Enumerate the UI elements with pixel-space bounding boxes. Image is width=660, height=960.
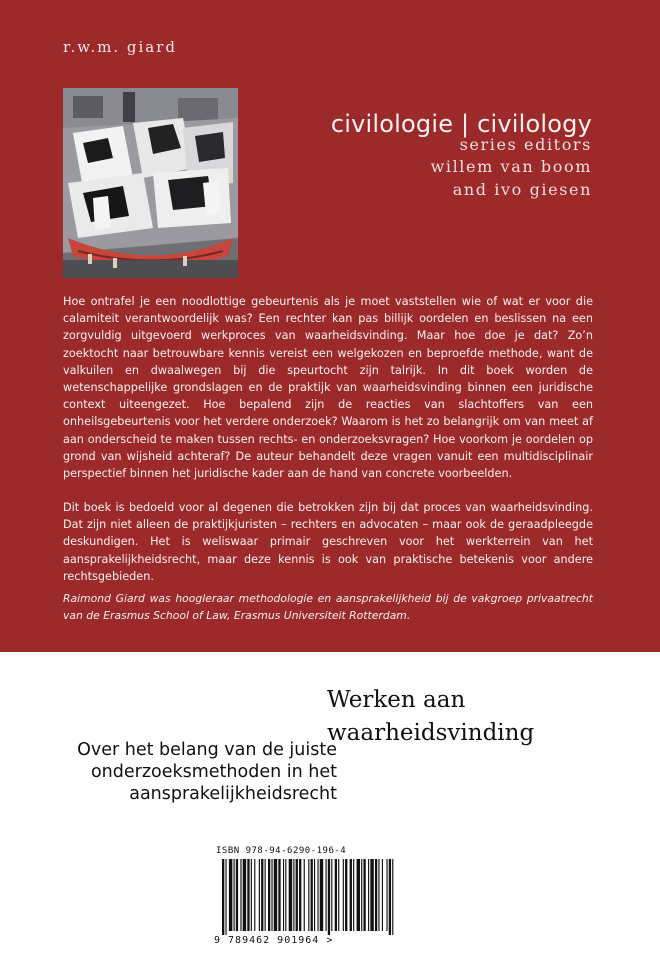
barcode-bar <box>234 859 235 931</box>
barcode-bar <box>317 859 318 931</box>
barcode-bar <box>389 859 391 935</box>
barcode-bar <box>265 859 266 931</box>
barcode-bar <box>251 859 252 931</box>
author-name: r.w.m. giard <box>63 38 177 56</box>
barcode-bar <box>225 859 226 935</box>
barcode-bar <box>331 859 332 931</box>
barcode-bar <box>274 859 277 931</box>
barcode-bar <box>378 859 379 931</box>
barcode-bar <box>320 859 323 931</box>
barcode-bar <box>304 859 305 931</box>
barcode-bar <box>222 859 224 935</box>
barcode-bar <box>243 859 246 931</box>
author-bio: Raimond Giard was hoogleraar methodologie en aansprakelijkheid bij de vakgroep privaatrecht van de Erasmus School of Law, Erasmus Universiteit Rotterdam. <box>63 592 593 623</box>
barcode-bar <box>240 859 241 931</box>
barcode-bar <box>296 859 298 931</box>
barcode-bar <box>254 859 255 931</box>
barcode-bar <box>361 859 362 931</box>
barcode-bar <box>357 859 360 931</box>
barcode-bar <box>328 859 330 935</box>
barcode-bar <box>363 859 365 931</box>
barcode-bar <box>283 859 284 931</box>
barcode-bar <box>247 859 249 931</box>
series-editor-line-1: willem van boom <box>430 157 592 176</box>
barcode-bar <box>338 859 339 931</box>
barcode-bar <box>311 859 313 931</box>
isbn-label: ISBN 978-94-6290-196-4 <box>216 846 347 856</box>
ean-digits: 9 789462 901964 > <box>214 935 334 946</box>
barcode-bar <box>370 859 373 931</box>
barcode-bar <box>314 859 315 931</box>
barcode-bar <box>271 859 272 931</box>
barcode-bar <box>345 859 347 931</box>
barcode-bar <box>343 859 344 931</box>
barcode-bar <box>278 859 280 931</box>
barcode-bars <box>214 859 400 935</box>
barcode-bar <box>326 859 327 931</box>
barcode-bar <box>261 859 263 931</box>
series-editors-label: series editors <box>459 135 592 154</box>
barcode-bar <box>236 859 238 931</box>
barcode-bar <box>229 859 232 931</box>
barcode-bar <box>350 859 352 931</box>
barcode-bar <box>382 859 383 931</box>
book-subtitle: Over het belang van de juiste onderzoeksmethoden in het aansprakelijkheidsrecht <box>77 740 337 804</box>
blurb-paragraph-1: Hoe ontrafel je een noodlottige gebeurtenis als je moet vaststellen wie of wat er voor die calamiteit verantwoordelijk was? Een rechter kan pas billijk oordelen en beslissen na een zorgvuldig uitgevoerd werkproces van waarheidsvinding. Maar hoe doe je dat? Zo’n zoektocht naar betrouwbare kennis vereist een welgekozen en beproefde methode, want de valkuilen en dwaalwegen bij die speurtocht zijn talrijk. In dit boek worden de wetenschappelijke grondslagen en de praktijk van waarheidsvinding binnen een juridische context uiteengezet. Hoe bepalend zijn de reacties van slachtoffers van een onheilsgebeurtenis voor het verdere onderzoek? Waarom is het zo belangrijk om van meet af aan onderscheid te maken tussen rechts- en onderzoeksvragen? Hoe voorkom je oordelen op grond van wijsheid achteraf? De auteur behandelt deze vragen vanuit een multidisciplinair perspectief binnen het juridische kader aan de hand van concrete voorbeelden. <box>63 295 593 481</box>
barcode-bar <box>268 859 270 931</box>
barcode-bar <box>386 859 387 931</box>
blurb-paragraph-2: Dit boek is bedoeld voor al degenen die betrokken zijn bij dat proces van waarheidsvinding. Dat zijn niet alleen de praktijkjuristen – rechters en advocaten – maar ook de geraadpleegde deskundigen. Het is weliswaar primair geschreven voor het werkterrein van het aansprakelijkheidsrecht, maar deze kennis is ook van praktische betekenis voor andere rechtsgebieden. <box>63 501 593 583</box>
cover-illustration <box>63 88 238 278</box>
series-editor-line-2: and ivo giesen <box>452 180 592 199</box>
barcode-bar <box>335 859 337 931</box>
book-title: Werken aan waarheidsvinding <box>327 687 535 746</box>
dazzle-ship-painting <box>63 88 238 278</box>
barcode-bar <box>293 859 294 931</box>
barcode-bar <box>289 859 292 931</box>
barcode-bar <box>308 859 309 931</box>
barcode-bar <box>259 859 260 931</box>
isbn-barcode <box>210 846 405 959</box>
barcode-bar <box>392 859 393 935</box>
barcode-bar <box>368 859 369 931</box>
barcode-bar <box>375 859 377 931</box>
barcode-bar <box>285 859 286 931</box>
barcode-bar <box>353 859 354 931</box>
series-title: civilologie | civilology <box>330 110 592 138</box>
barcode-bar <box>299 859 301 931</box>
